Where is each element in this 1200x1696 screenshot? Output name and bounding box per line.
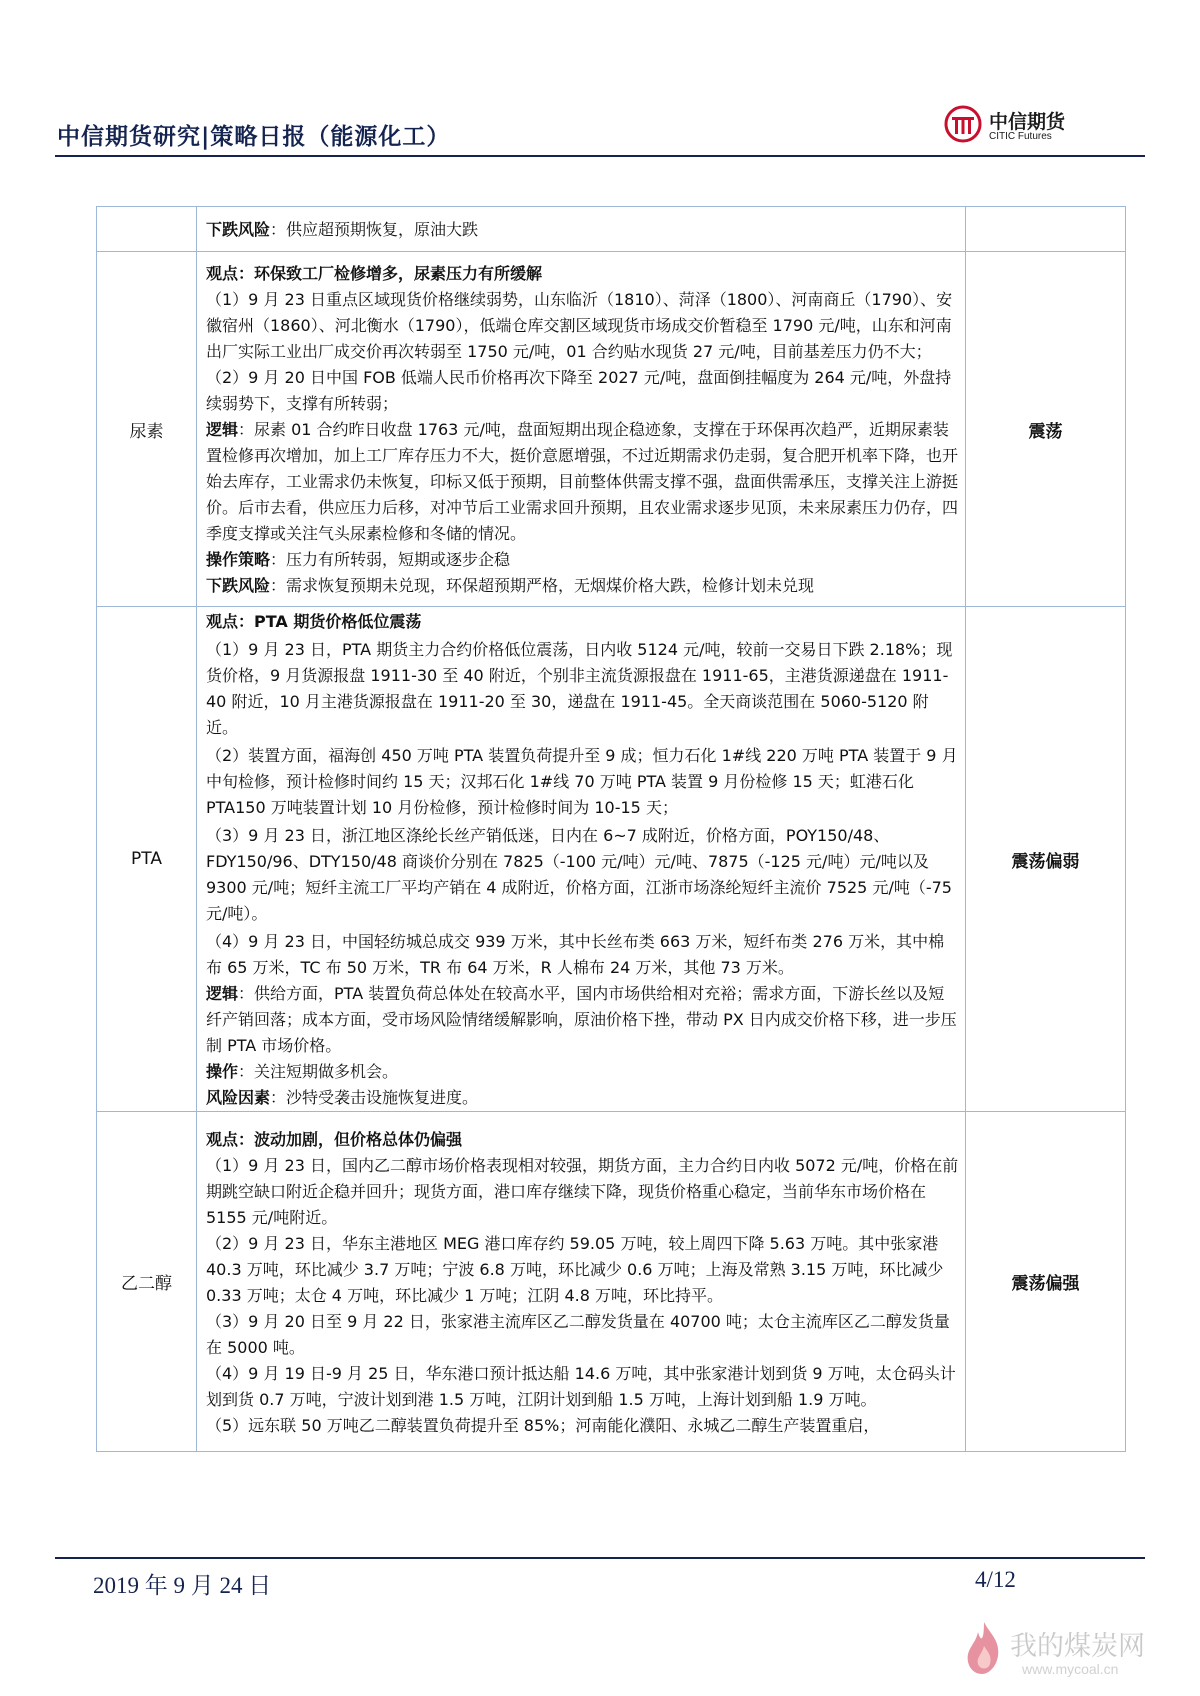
row-category: 尿素 [97, 252, 197, 607]
paragraph-text: （4）9 月 23 日，中国轻纺城总成交 939 万米，其中长丝布类 663 万米，短纤布类 276 万米，其中棉布 65 万米，TC 布 50 万米，TR 布 64 万米，R 人棉布 24 万米，其他 73 万米。 [206, 932, 945, 977]
paragraph-text: （1）9 月 23 日，国内乙二醇市场价格表现相对较强，期货方面，主力合约日内收 5072 元/吨，价格在前期跳空缺口附近企稳并回升；现货方面，港口库存继续下降，现货价格重心稳定，当前华东市场价格在 5155 元/吨附近。 [206, 1155, 959, 1227]
paragraph-heading: 下跌风险 [206, 219, 271, 239]
paragraph-heading: 观点：PTA 期货价格低位震荡 [206, 612, 422, 631]
paragraph-heading: 观点：波动加剧，但价格总体仍偏强 [206, 1129, 463, 1149]
row-view: 震荡偏弱 [966, 607, 1126, 1112]
content-paragraph [206, 287, 959, 365]
content-paragraph [206, 1153, 959, 1231]
paragraph-text: （5）远东联 50 万吨乙二醇装置负荷提升至 85%；河南能化濮阳、永城乙二醇生产装置重启， [206, 1415, 880, 1435]
paragraph-text: ：关注短期做多机会。 [238, 1062, 399, 1081]
paragraph-heading: 逻辑 [206, 420, 239, 439]
row-view: 震荡偏强 [966, 1112, 1126, 1452]
watermark-url: www.mycoal.cn [1022, 1661, 1119, 1677]
watermark-text: 我的煤炭网 [1010, 1631, 1145, 1662]
row-content [197, 607, 966, 1112]
content-paragraph [206, 365, 959, 417]
content-paragraph [206, 1085, 959, 1111]
content-paragraph [206, 1127, 959, 1153]
content-paragraph [206, 1231, 959, 1309]
paragraph-text: （2）9 月 23 日，华东主港地区 MEG 港口库存约 59.05 万吨，较上周四下降 5.63 万吨。其中张家港 40.3 万吨，环比减少 3.7 万吨；宁波 6.8 万吨，环比减少 0.6 万吨；上海及常熟 3.15 万吨，环比减少 0.33 万吨；太仓 4 万吨，环比减少 1 万吨；江阴 4.8 万吨，环比持平。 [206, 1233, 944, 1305]
row-category: PTA [97, 607, 197, 1112]
paragraph-heading: 操作 [206, 1062, 239, 1081]
content-paragraph [206, 743, 959, 821]
table-row [97, 1112, 1126, 1452]
report-date: 2019 年 9 月 24 日 [93, 1573, 272, 1598]
content-paragraph [206, 637, 959, 741]
logo-cn-text: 中信期货 [989, 111, 1066, 133]
paragraph-text: （4）9 月 19 日-9 月 25 日，华东港口预计抵达船 14.6 万吨，其中张家港计划到货 9 万吨，太仓码头计划到货 0.7 万吨，宁波计划到港 1.5 万吨，江阴计划到船 1.5 万吨，上海计划到船 1.9 万吨。 [206, 1363, 956, 1409]
paragraph-text: （2）9 月 20 日中国 FOB 低端人民币价格再次下降至 2027 元/吨，盘面倒挂幅度为 264 元/吨，外盘持续弱势下，支撑有所转弱； [206, 368, 952, 413]
paragraph-text: ：压力有所转弱，短期或逐步企稳 [270, 550, 511, 569]
paragraph-text: （1）9 月 23 日，PTA 期货主力合约价格低位震荡，日内收 5124 元/吨，较前一交易日下跌 2.18%；现货价格，9 月货源报盘 1911-30 至 40 附近，个别非主流货源报盘在 1911-65，主港货源递盘在 1911-40 附近，10 月主港货源报盘在 1911-20 至 30，递盘在 1911-45。全天商谈范围在 5060-5120 附近。 [206, 640, 953, 737]
content-paragraph [206, 1059, 959, 1085]
paragraph-heading: 风险因素 [206, 1088, 271, 1107]
content-paragraph [206, 573, 959, 599]
page-number: 4/12 [975, 1567, 1016, 1592]
content-paragraph [206, 261, 959, 287]
paragraph-text: （2）装置方面，福海创 450 万吨 PTA 装置负荷提升至 9 成；恒力石化 1#线 220 万吨 PTA 装置于 9 月中旬检修，预计检修时间约 15 天；汉邦石化 1#线 70 万吨 PTA 装置 9 月份检修 15 天；虹港石化 PTA150 万吨装置计划 10 月份检修，预计检修时间为 10-15 天； [206, 746, 958, 817]
table-row [97, 607, 1126, 1112]
table-row [97, 207, 1126, 252]
content-paragraph [206, 417, 959, 547]
row-content [197, 207, 966, 252]
mycoal-watermark [960, 1618, 1190, 1688]
content-paragraph [206, 1361, 959, 1413]
paragraph-text: ：需求恢复预期未兑现，环保超预期严格，无烟煤价格大跌，检修计划未兑现 [270, 576, 815, 595]
content-paragraph [206, 929, 959, 981]
row-category: 乙二醇 [97, 1112, 197, 1452]
content-paragraph [206, 217, 959, 243]
table-row [97, 252, 1126, 607]
paragraph-text: （1）9 月 23 日重点区域现货价格继续弱势，山东临沂（1810）、菏泽（1800）、河南商丘（1790）、安徽宿州（1860）、河北衡水（1790），低端仓库交割区域现货市场成交价暂稳至 1790 元/吨，山东和河南出厂实际工业出厂成交价再次转弱至 1750 元/吨，01 合约贴水现货 27 元/吨，目前基差压力仍不大； [206, 290, 953, 361]
citic-logo [943, 104, 1123, 152]
paragraph-text: ：供应超预期恢复，原油大跌 [270, 219, 479, 239]
content-paragraph [206, 981, 959, 1059]
paragraph-text: ：沙特受袭击设施恢复进度。 [270, 1088, 479, 1107]
paragraph-text: （3）9 月 23 日，浙江地区涤纶长丝产销低迷，日内在 6~7 成附近，价格方面，POY150/48、FDY150/96、DTY150/48 商谈价分别在 7825（-100 元/吨）元/吨、7875（-125 元/吨）元/吨以及 9300 元/吨；短纤主流工厂平均产销在 4 成附近，价格方面，江浙市场涤纶短纤主流价 7525 元/吨（-75 元/吨）。 [206, 826, 952, 923]
row-category [97, 207, 197, 252]
content-paragraph [206, 823, 959, 927]
content-paragraph [206, 1309, 959, 1361]
strategy-table [96, 206, 1126, 1452]
logo-en-text: CITIC Futures [989, 131, 1052, 142]
paragraph-text: （3）9 月 20 日至 9 月 22 日，张家港主流库区乙二醇发货量在 40700 吨；太仓主流库区乙二醇发货量在 5000 吨。 [206, 1311, 950, 1357]
content-paragraph [206, 609, 959, 635]
paragraph-heading: 下跌风险 [206, 576, 271, 595]
content-paragraph [206, 547, 959, 573]
footer-divider [55, 1557, 1145, 1559]
row-content [197, 1112, 966, 1452]
row-view [966, 207, 1126, 252]
content-paragraph [206, 1413, 959, 1439]
row-view: 震荡 [966, 252, 1126, 607]
flame-icon [960, 1618, 1008, 1678]
paragraph-heading: 逻辑 [206, 984, 239, 1003]
row-content [197, 252, 966, 607]
citic-logo-icon [943, 104, 983, 144]
paragraph-text: ：尿素 01 合约昨日收盘 1763 元/吨，盘面短期出现企稳迹象，支撑在于环保再次趋严，近期尿素装置检修再次增加，加上工厂库存压力不大，挺价意愿增强，不过近期需求仍走弱，复合肥开机率下降，也开始去库存，工业需求仍未恢复，印标又低于预期，目前整体供需支撑不强，盘面供需承压，支撑关注上游挺价。后市去看，供应压力后移，对冲节后工业需求回升预期，且农业需求逐步见顶，未来尿素压力仍存，四季度支撑或关注气头尿素检修和冬储的情况。 [206, 420, 959, 543]
report-title: 中信期货研究|策略日报（能源化工） [57, 124, 451, 150]
paragraph-heading: 观点：环保致工厂检修增多，尿素压力有所缓解 [206, 264, 543, 283]
paragraph-heading: 操作策略 [206, 550, 271, 569]
paragraph-text: ：供给方面，PTA 装置负荷总体处在较高水平，国内市场供给相对充裕；需求方面，下游长丝以及短纤产销回落；成本方面，受市场风险情绪缓解影响，原油价格下挫，带动 PX 日内成交价格下移，进一步压制 PTA 市场价格。 [206, 984, 957, 1055]
header-divider [55, 155, 1145, 157]
